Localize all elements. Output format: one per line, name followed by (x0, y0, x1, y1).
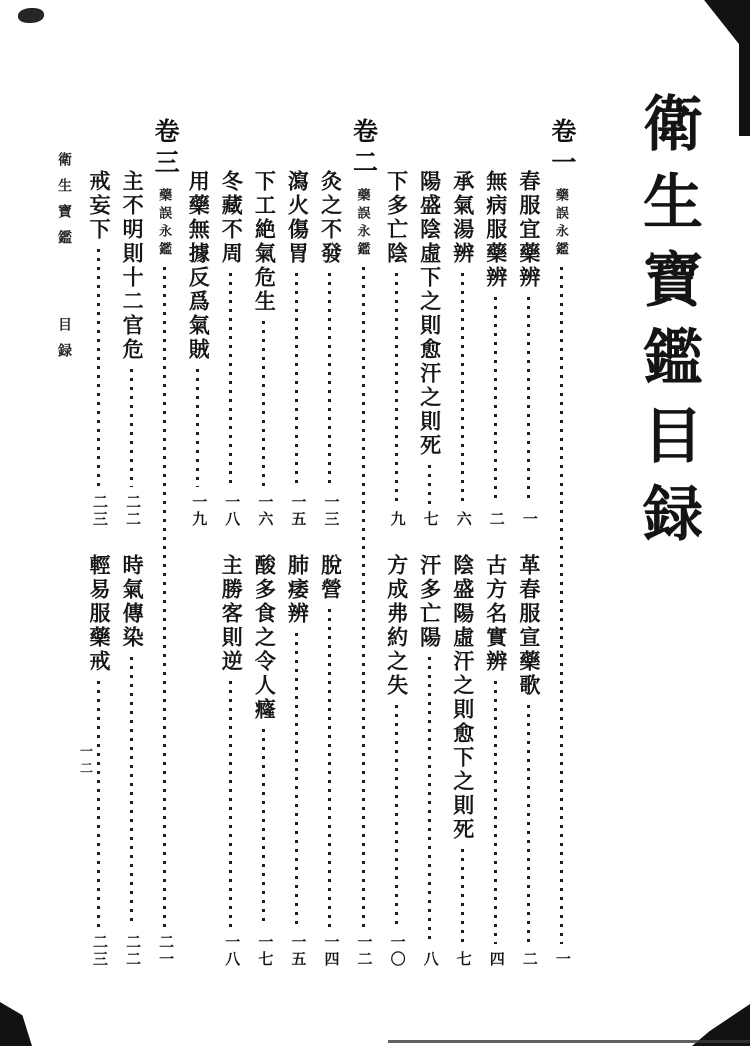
entry-cell-bottom (247, 548, 280, 968)
entry-title: 主勝客則逆 (219, 554, 244, 674)
folio-number: 一二 (78, 744, 93, 778)
dotted-leader (163, 267, 166, 927)
entry-title: 瀉火傷胃 (285, 170, 310, 266)
entry-title: 方成弗約之失 (384, 554, 409, 698)
entry-title: 汗多亡陽 (417, 554, 442, 650)
page-number: 一九 (190, 494, 207, 528)
page-number: 四 (487, 951, 504, 968)
toc-entry-column (115, 112, 148, 968)
running-title-book: 衛生寶鑑 (56, 152, 71, 256)
entry-cell-bottom (280, 548, 313, 968)
entry-title: 戒妄下 (87, 170, 111, 242)
scan-artifact-bottom-line (388, 1040, 750, 1043)
page-number: 二二 (124, 494, 141, 528)
toc-chapter-column (347, 112, 380, 968)
entry-cell-bottom (479, 548, 512, 968)
entry-title: 冬藏不周 (219, 170, 244, 266)
dotted-leader (97, 249, 100, 487)
toc-entry-column (82, 112, 115, 968)
dotted-leader (262, 321, 265, 487)
scan-artifact-right-edge (739, 0, 750, 136)
entry-cell-bottom (115, 548, 148, 968)
entry-title: 酸多食之令人癃 (252, 554, 277, 722)
entry-cell-bottom (413, 548, 446, 968)
page-number: 一 (553, 951, 570, 968)
dotted-leader (229, 273, 232, 487)
toc-entry-column (413, 112, 446, 968)
dotted-leader (362, 267, 365, 927)
dotted-leader (494, 681, 497, 944)
page-number: 一四 (322, 934, 339, 968)
page-number: 二 (487, 511, 504, 528)
entry-title: 下多亡陰 (384, 170, 409, 266)
dotted-leader (461, 849, 464, 944)
dotted-leader (527, 297, 530, 504)
page-number: 一七 (256, 934, 273, 968)
page-number: 二三 (91, 934, 107, 968)
scan-artifact-top-left (18, 8, 44, 23)
page-number: 一 (520, 511, 537, 528)
dotted-leader (229, 681, 232, 927)
entry-cell-top (380, 112, 413, 528)
entry-cell-bottom (82, 548, 115, 968)
entry-title: 下工絶氣危生 (252, 170, 277, 314)
dotted-leader (494, 297, 497, 504)
chapter-cell (347, 112, 380, 968)
toc-chapter-column (545, 112, 578, 968)
page-number: 一〇 (388, 934, 405, 968)
running-title-section: 目録 (56, 317, 71, 369)
entry-cell-top (115, 112, 148, 528)
dotted-leader (428, 657, 431, 944)
dotted-leader (130, 369, 133, 487)
page-number: 八 (421, 951, 438, 968)
dotted-leader (295, 273, 298, 487)
toc-entry-column (247, 112, 280, 968)
page-number: 二三 (91, 494, 107, 528)
dotted-leader (295, 633, 298, 927)
toc-entry-column (181, 112, 214, 968)
entry-title: 革春服宣藥歌 (516, 554, 541, 698)
dotted-leader (196, 369, 199, 487)
entry-cell-top (446, 112, 479, 528)
dotted-leader (262, 729, 265, 927)
page-number: 七 (454, 951, 471, 968)
dotted-leader (395, 705, 398, 927)
dotted-leader (428, 465, 431, 504)
page-number: 二一 (157, 934, 174, 968)
entry-title: 時氣傳染 (120, 554, 145, 650)
page-number: 一六 (256, 494, 273, 528)
toc-entry-column (313, 112, 346, 968)
entry-title: 用藥無據反爲氣賊 (186, 170, 211, 362)
dotted-leader (527, 705, 530, 944)
page-number: 一五 (289, 934, 306, 968)
chapter-title: 卷三 (151, 118, 179, 180)
entry-title: 承氣湯辨 (450, 170, 475, 266)
dotted-leader (328, 609, 331, 927)
chapter-title: 卷一 (547, 118, 575, 180)
entry-cell-bottom (214, 548, 247, 968)
page-number: 一八 (223, 494, 240, 528)
entry-title: 主不明則十二官危 (120, 170, 145, 362)
page-title: 衛生寶鑑目録 (635, 92, 701, 560)
dotted-leader (97, 681, 100, 927)
scan-artifact-bottom-left (0, 1002, 32, 1046)
entry-title: 輕易服藥戒 (87, 554, 111, 674)
toc-entry-column (214, 112, 247, 968)
toc-entry-column (380, 112, 413, 968)
toc-entry-column (280, 112, 313, 968)
page-number: 一二 (355, 934, 372, 968)
entry-cell-top (512, 112, 545, 528)
entry-title: 灸之不發 (318, 170, 343, 266)
page-number: 二二 (124, 934, 141, 968)
entry-cell-top (247, 112, 280, 528)
page-number: 七 (421, 511, 438, 528)
entry-cell-bottom (313, 548, 346, 968)
entry-cell-top (479, 112, 512, 528)
entry-cell-bottom (512, 548, 545, 968)
chapter-subtitle: 藥誤永鑑 (355, 188, 371, 260)
page-number: 一五 (289, 494, 306, 528)
page-number: 九 (388, 511, 405, 528)
entry-title: 陽盛陰虛下之則愈汗之則死 (417, 170, 442, 458)
entry-cell-top (181, 112, 214, 528)
page-number: 六 (454, 511, 471, 528)
page-number: 一八 (223, 934, 240, 968)
entry-title: 古方名實辨 (483, 554, 508, 674)
entry-title: 脫營 (318, 554, 343, 602)
entry-cell-top (313, 112, 346, 528)
entry-title: 陰盛陽虛汗之則愈下之則死 (450, 554, 475, 842)
chapter-subtitle: 藥誤永鑑 (553, 188, 569, 260)
dotted-leader (560, 267, 563, 944)
dotted-leader (461, 273, 464, 504)
dotted-leader (130, 657, 133, 927)
entry-title: 春服宜藥辨 (516, 170, 541, 290)
entry-title: 無病服藥辨 (483, 170, 508, 290)
toc-chapter-column (148, 112, 181, 968)
toc-columns (82, 112, 578, 968)
toc-entry-column (512, 112, 545, 968)
entry-cell-top (82, 112, 115, 528)
entry-cell-bottom (446, 548, 479, 968)
page-number: 一三 (322, 494, 339, 528)
entry-cell-top (413, 112, 446, 528)
dotted-leader (328, 273, 331, 487)
chapter-cell (545, 112, 578, 968)
running-title (56, 152, 70, 369)
toc-entry-column (479, 112, 512, 968)
toc-entry-column (446, 112, 479, 968)
chapter-title: 卷二 (349, 118, 377, 180)
entry-cell-top (214, 112, 247, 528)
dotted-leader (395, 273, 398, 504)
entry-title: 肺痿辨 (285, 554, 310, 626)
chapter-cell (148, 112, 181, 968)
chapter-subtitle: 藥誤永鑑 (157, 188, 173, 260)
entry-cell-bottom (380, 548, 413, 968)
entry-cell-top (280, 112, 313, 528)
page-number: 二 (520, 951, 537, 968)
